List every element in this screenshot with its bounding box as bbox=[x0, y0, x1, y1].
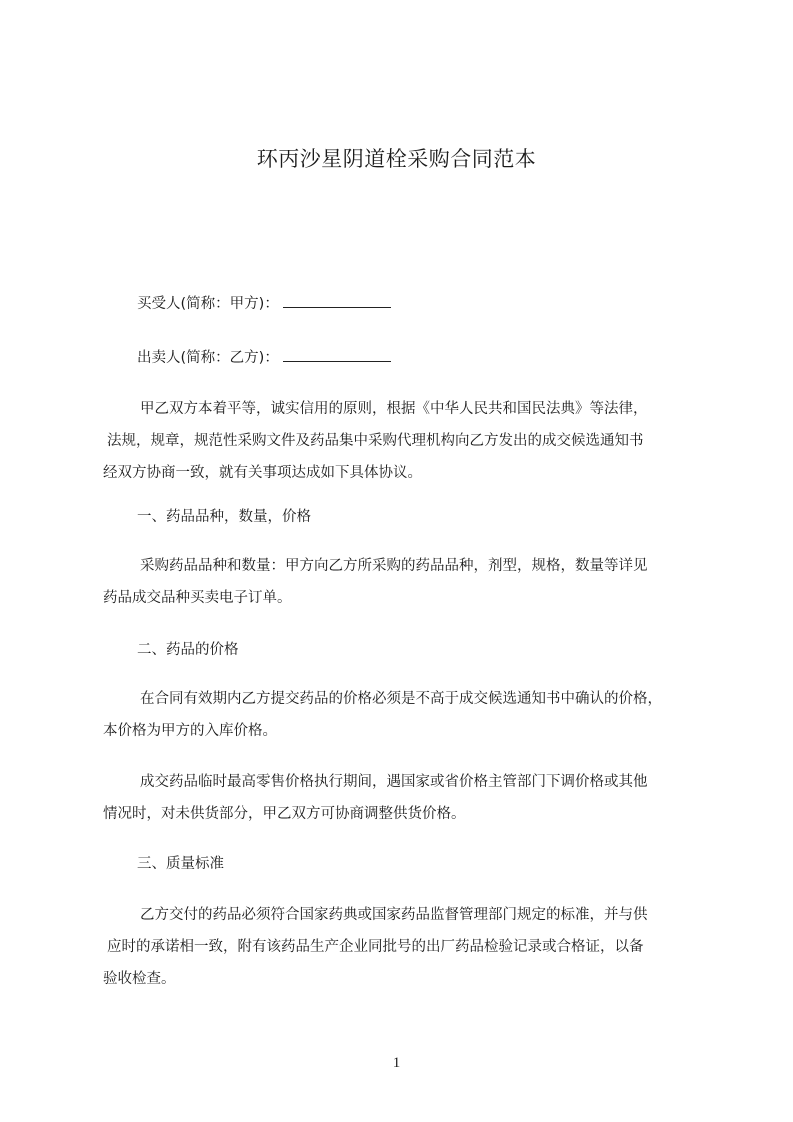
section1-paragraph bbox=[103, 550, 703, 614]
section2-paragraph-2 bbox=[103, 766, 703, 830]
section3-line: 应时的承诺相一致，附有该药品生产企业同批号的出厂药品检验记录或合格证，以备 bbox=[107, 939, 644, 955]
document-title: 环丙沙星阴道栓采购合同范本 bbox=[256, 147, 537, 171]
seller-blank bbox=[283, 347, 391, 362]
intro-line: 法规，规章，规范性采购文件及药品集中采购代理机构向乙方发出的成交候选通知书 bbox=[107, 433, 644, 449]
section2-heading: 二、药品的价格 bbox=[137, 642, 239, 658]
buyer-blank bbox=[283, 293, 391, 308]
section1-line: 采购药品品种和数量：甲方向乙方所采购的药品品种，剂型，规格，数量等详见 bbox=[140, 558, 648, 574]
buyer-label: 买受人(简称：甲方)： bbox=[137, 296, 279, 312]
intro-line: 经双方协商一致，就有关事项达成如下具体协议。 bbox=[103, 465, 422, 481]
section3-paragraph bbox=[103, 899, 703, 995]
section2-paragraph-1 bbox=[103, 683, 703, 747]
intro-paragraph bbox=[103, 393, 703, 489]
section1-heading: 一、药品品种，数量，价格 bbox=[137, 509, 311, 525]
section3-line: 乙方交付的药品必须符合国家药典或国家药品监督管理部门规定的标准，并与供 bbox=[140, 907, 648, 923]
section3-heading: 三、质量标准 bbox=[137, 856, 224, 872]
seller-label: 出卖人(简称：乙方)： bbox=[137, 350, 279, 366]
section2-line: 情况时，对未供货部分，甲乙双方可协商调整供货价格。 bbox=[103, 806, 466, 822]
section1-line: 药品成交品种买卖电子订单。 bbox=[103, 590, 292, 606]
section2-line: 成交药品临时最高零售价格执行期间，遇国家或省价格主管部门下调价格或其他 bbox=[140, 774, 648, 790]
buyer-line bbox=[137, 292, 391, 313]
page-number: 1 bbox=[392, 1055, 401, 1071]
section3-line: 验收检查。 bbox=[103, 971, 176, 987]
section2-line: 在合同有效期内乙方提交药品的价格必须是不高于成交候选通知书中确认的价格， bbox=[140, 691, 662, 707]
section2-line: 本价格为甲方的入库价格。 bbox=[103, 723, 277, 739]
intro-line: 甲乙双方本着平等，诚实信用的原则，根据《中华人民共和国民法典》等法律， bbox=[140, 401, 648, 417]
seller-line bbox=[137, 346, 391, 367]
